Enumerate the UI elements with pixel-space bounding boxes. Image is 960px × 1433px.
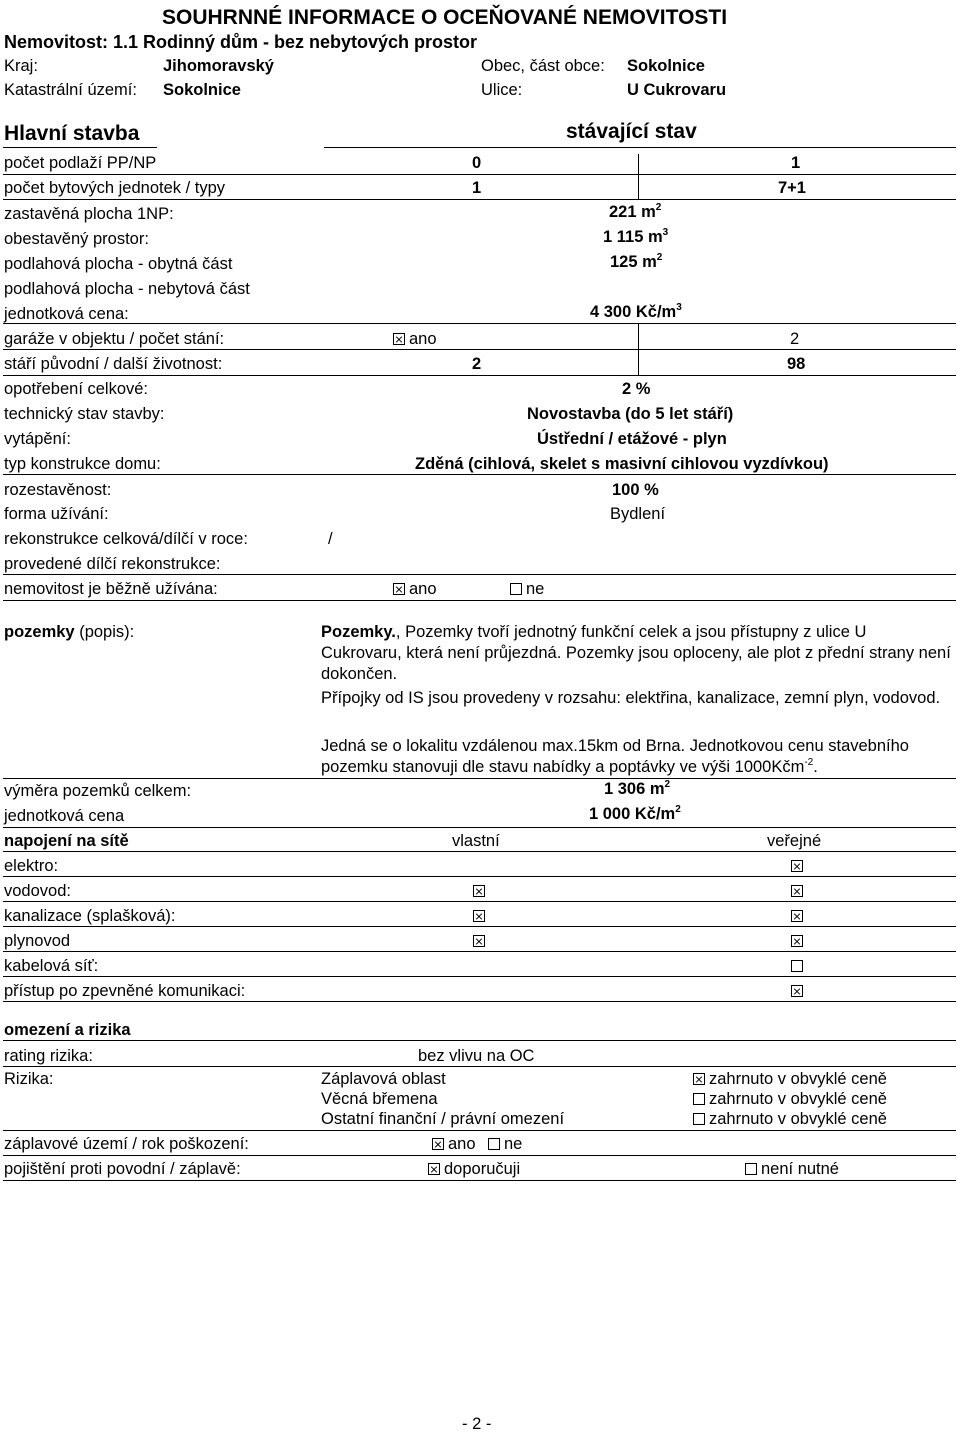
completion-label: rozestavěnost:: [4, 481, 112, 499]
unchecked-box-icon: [791, 960, 803, 972]
units-type: 7+1: [778, 179, 806, 197]
ku-label: Katastrální území:: [4, 81, 137, 99]
garage-spaces: 2: [790, 330, 800, 348]
divider: [3, 1180, 956, 1181]
divider: [638, 324, 639, 375]
page-number: - 2 -: [462, 1415, 492, 1433]
utility-public-checkbox[interactable]: [791, 883, 807, 900]
land-price-note: Jedná se o lokalitu vzdálenou max.15km od Brna. Jednotkovou cenu stavebního pozemku stanovuji dle stavu nabídky a poptávky ve výši 1000Kčm$^{-2}$.: [321, 737, 909, 776]
rating-value: bez vlivu na OC: [418, 1047, 535, 1065]
in-use-label: nemovitost je běžně užívána:: [4, 580, 218, 598]
risk-name: Věcná břemena: [321, 1090, 438, 1108]
divider: [3, 778, 956, 779]
divider: [3, 976, 956, 977]
utility-label: plynovod: [4, 932, 71, 950]
use-value: Bydlení: [610, 505, 666, 523]
risk-status-checkbox[interactable]: zahrnuto v obvyklé ceně: [693, 1111, 887, 1128]
obec-value: Sokolnice: [627, 57, 705, 75]
wear-value: 2 %: [622, 380, 651, 398]
checked-box-icon: [791, 935, 803, 947]
checked-box-icon: [473, 935, 485, 947]
construction-label: typ konstrukce domu:: [4, 455, 161, 473]
divider: [3, 1155, 956, 1156]
floor-nonres-label: podlahová plocha - nebytová část: [4, 280, 250, 298]
col-public: veřejné: [767, 832, 822, 850]
divider: [3, 349, 956, 350]
utility-label: přístup po zpevněné komunikaci:: [4, 982, 246, 1000]
age-label: stáří původní / další životnost:: [4, 355, 223, 373]
risk-status-checkbox[interactable]: zahrnuto v obvyklé ceně: [693, 1091, 887, 1108]
ulice-value: U Cukrovaru: [627, 81, 727, 99]
risks-heading: omezení a rizika: [4, 1021, 131, 1039]
checked-box-icon: [432, 1138, 444, 1150]
utility-label: kabelová síť:: [4, 957, 99, 975]
utility-label: vodovod:: [4, 882, 71, 900]
wear-label: opotřebení celkové:: [4, 380, 149, 398]
divider: [3, 876, 956, 877]
utility-own-checkbox[interactable]: [473, 908, 489, 925]
risk-status-checkbox[interactable]: zahrnuto v obvyklé ceně: [693, 1071, 887, 1088]
unit-price-label: jednotková cena:: [4, 305, 129, 323]
obec-label: Obec, část obce:: [481, 57, 605, 75]
units-count: 1: [472, 179, 482, 197]
divider: [3, 926, 956, 927]
utility-public-checkbox[interactable]: [791, 933, 807, 950]
utility-public-checkbox[interactable]: [791, 983, 807, 1000]
unchecked-box-icon: [745, 1163, 757, 1175]
rating-label: rating rizika:: [4, 1047, 93, 1065]
property-label: Nemovitost: 1.1 Rodinný dům - bez nebytových prostor: [4, 32, 478, 52]
insurance-not-needed-checkbox[interactable]: není nutné: [745, 1161, 839, 1178]
divider: [3, 574, 956, 575]
checked-box-icon: [393, 333, 405, 345]
built-area-label: zastavěná plocha 1NP:: [4, 205, 174, 223]
utility-label: kanalizace (splašková):: [4, 907, 176, 925]
divider: [3, 827, 956, 828]
heating-value: Ústřední / etážové - plyn: [537, 430, 727, 448]
land-area-label: výměra pozemků celkem:: [4, 782, 192, 800]
checked-box-icon: [428, 1163, 440, 1175]
land-price-value: 1 000 $Kč/m^2$: [589, 803, 681, 823]
risks-label: Rizika:: [4, 1070, 54, 1088]
unchecked-box-icon: [693, 1113, 705, 1125]
reconstruction-label: rekonstrukce celková/dílčí v roce:: [4, 530, 248, 548]
divider: [3, 1040, 956, 1041]
page-title: SOUHRNNÉ INFORMACE O OCEŇOVANÉ NEMOVITOSTI: [162, 6, 728, 29]
unchecked-box-icon: [510, 583, 522, 595]
utility-own-checkbox[interactable]: [473, 933, 489, 950]
tech-state-value: Novostavba (do 5 let stáří): [527, 405, 734, 423]
checked-box-icon: [473, 885, 485, 897]
ku-value: Sokolnice: [163, 81, 241, 99]
utility-label: elektro:: [4, 857, 59, 875]
life-value: 98: [787, 355, 806, 373]
land-area-value: 1 306 $m^2$: [604, 778, 671, 798]
insurance-label: pojištění proti povodní / záplavě:: [4, 1160, 241, 1178]
main-building-heading: Hlavní stavba: [4, 122, 140, 145]
divider: [3, 174, 956, 175]
checked-box-icon: [473, 910, 485, 922]
divider: [3, 951, 956, 952]
reconstruction-value: /: [328, 530, 333, 548]
utility-public-checkbox[interactable]: [791, 908, 807, 925]
flood-no-checkbox[interactable]: ne: [488, 1136, 522, 1153]
checked-box-icon: [791, 985, 803, 997]
floor-res-value: 125 $m^2$: [610, 251, 663, 271]
divider: [324, 147, 956, 148]
land-price-label: jednotková cena: [4, 807, 125, 825]
floors-label: počet podlaží PP/NP: [4, 154, 157, 172]
floors-np: 1: [791, 154, 801, 172]
divider: [3, 147, 157, 148]
divider: [3, 199, 956, 200]
floor-res-label: podlahová plocha - obytná část: [4, 255, 233, 273]
flood-yes-checkbox[interactable]: ano: [432, 1136, 476, 1153]
risk-name: Ostatní finanční / právní omezení: [321, 1110, 565, 1128]
checked-box-icon: [393, 583, 405, 595]
use-label: forma užívání:: [4, 505, 109, 523]
enclosed-value: 1 115 $m^3$: [603, 226, 669, 246]
utility-own-checkbox[interactable]: [473, 883, 489, 900]
in-use-no-checkbox[interactable]: ne: [510, 581, 544, 598]
garage-checkbox[interactable]: ano: [393, 331, 437, 348]
construction-value: Zděná (cihlová, skelet s masivní cihlovou vyzdívkou): [415, 455, 829, 473]
divider: [3, 323, 956, 324]
built-area-value: 221 $m^2$: [609, 201, 662, 221]
divider: [3, 851, 956, 852]
divider: [3, 474, 956, 475]
divider: [3, 1001, 956, 1002]
completion-value: 100 %: [612, 481, 659, 499]
state-heading: stávající stav: [566, 120, 697, 143]
unchecked-box-icon: [693, 1093, 705, 1105]
age-value: 2: [472, 355, 482, 373]
checked-box-icon: [791, 860, 803, 872]
divider: [638, 154, 639, 199]
ulice-label: Ulice:: [481, 81, 523, 99]
in-use-yes-checkbox[interactable]: ano: [393, 581, 437, 598]
floors-pp: 0: [472, 154, 482, 172]
utility-public-checkbox[interactable]: [791, 958, 807, 975]
col-own: vlastní: [452, 832, 500, 850]
divider: [3, 375, 956, 376]
garage-label: garáže v objektu / počet stání:: [4, 330, 225, 348]
checked-box-icon: [693, 1073, 705, 1085]
unchecked-box-icon: [488, 1138, 500, 1150]
divider: [3, 1066, 956, 1067]
insurance-recommended-checkbox[interactable]: doporučuji: [428, 1161, 520, 1178]
flood-label: záplavové území / rok poškození:: [4, 1135, 249, 1153]
land-description: Pozemky., Pozemky tvoří jednotný funkční celek a jsou přístupny z ulice U Cukrovaru, která není průjezdná. Pozemky jsou oploceny, ale plot z přední strany není dokončen.: [321, 623, 951, 683]
tech-state-label: technický stav stavby:: [4, 405, 165, 423]
partial-recon-label: provedené dílčí rekonstrukce:: [4, 555, 221, 573]
utility-public-checkbox[interactable]: [791, 858, 807, 875]
divider: [3, 1130, 956, 1131]
land-label: pozemky (popis):: [4, 623, 135, 641]
divider: [3, 901, 956, 902]
checked-box-icon: [791, 910, 803, 922]
divider: [3, 600, 956, 601]
land-utilities-note: Přípojky od IS jsou provedeny v rozsahu: elektřina, kanalizace, zemní plyn, vodovod.: [321, 689, 941, 707]
risk-name: Záplavová oblast: [321, 1070, 446, 1088]
units-label: počet bytových jednotek / typy: [4, 179, 226, 197]
checked-box-icon: [791, 885, 803, 897]
kraj-label: Kraj:: [4, 57, 38, 75]
utilities-heading: napojení na sítě: [4, 832, 129, 850]
unit-price-value: 4 300 $Kč/m^3$: [590, 301, 682, 321]
heating-label: vytápění:: [4, 430, 71, 448]
kraj-value: Jihomoravský: [163, 57, 274, 75]
enclosed-label: obestavěný prostor:: [4, 230, 149, 248]
